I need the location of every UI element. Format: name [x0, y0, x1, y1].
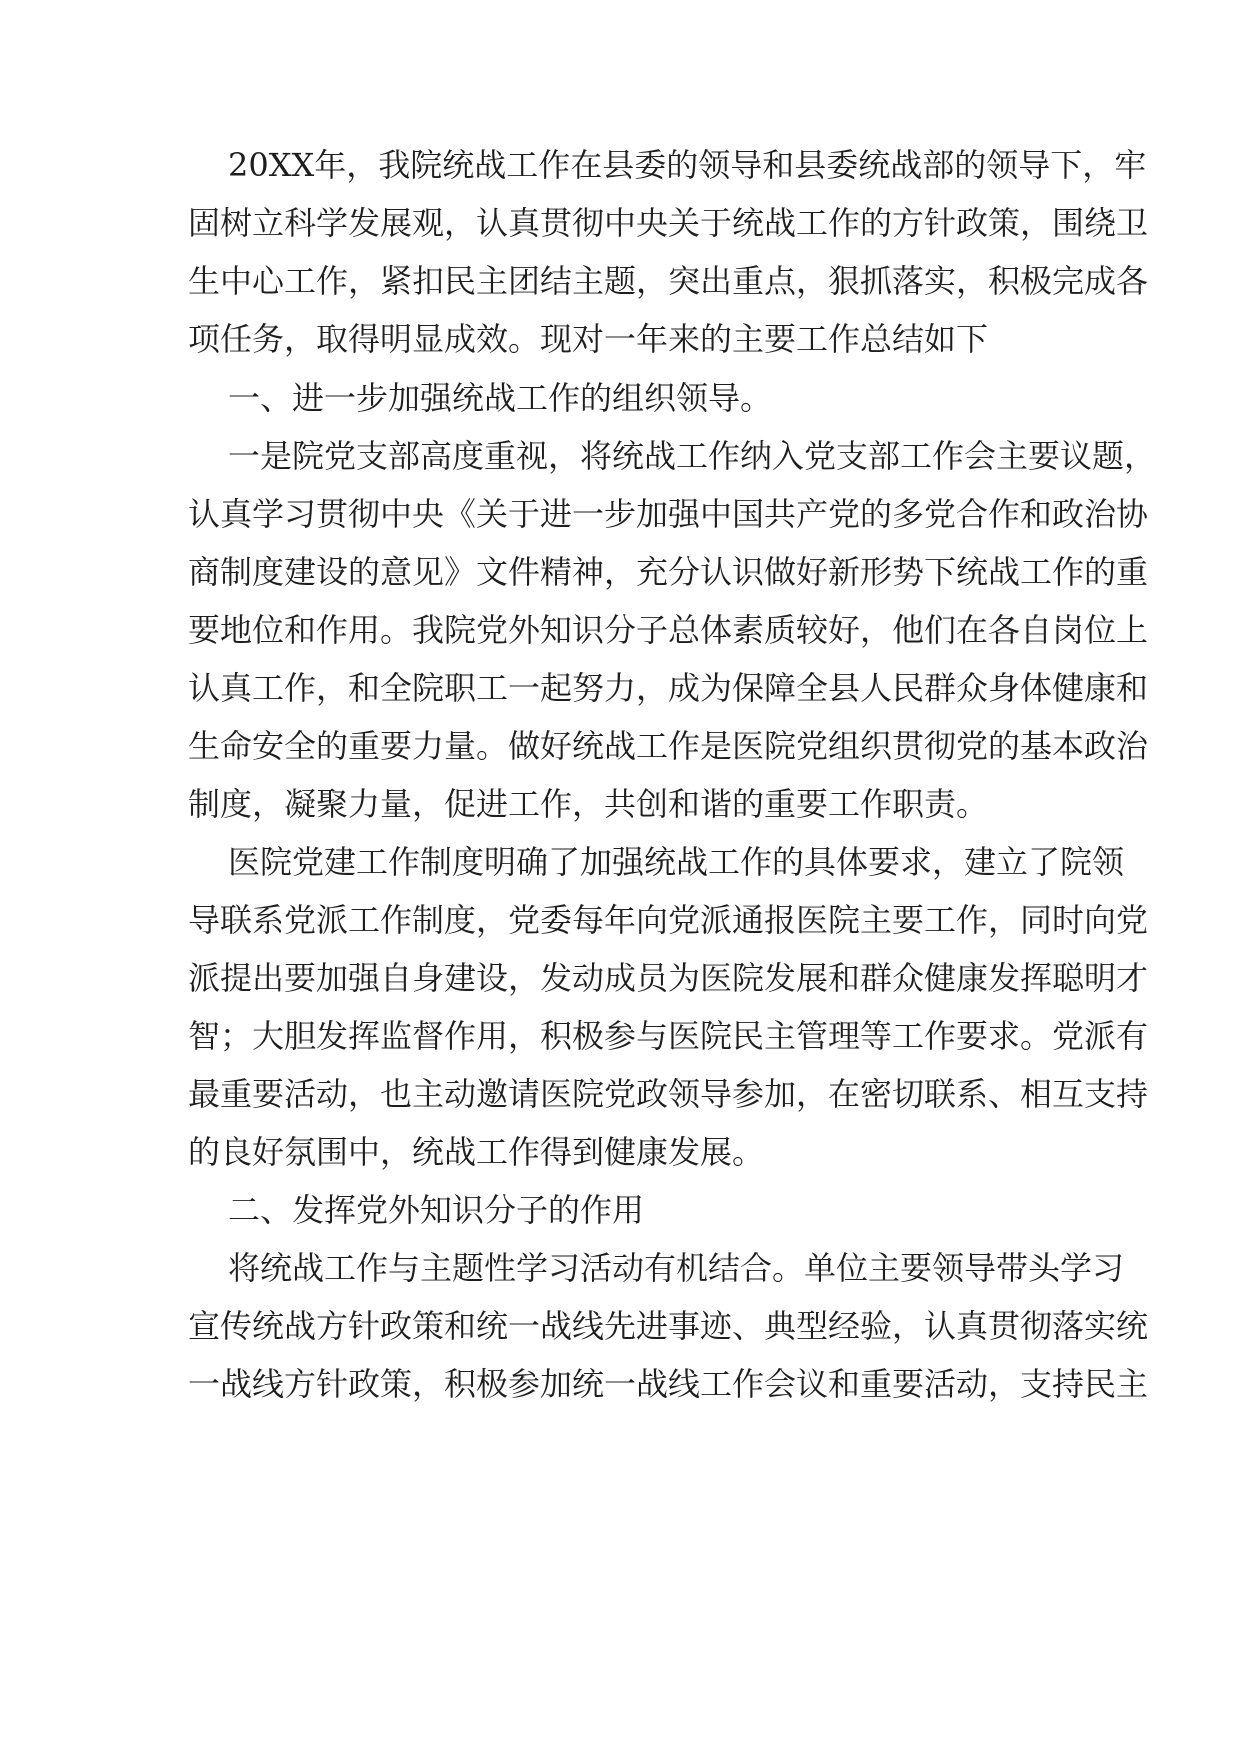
- paragraph-4-line-1: 将统战工作与主题性学习活动有机结合。单位主要领导带头学习: [228, 1249, 1125, 1287]
- paragraph-4-line-3: 一战线方针政策，积极参加统一战线工作会议和重要活动，支持民主: [188, 1365, 1149, 1403]
- paragraph-2-line-2: 认真学习贯彻中央《关于进一步加强中国共产党的多党合作和政治协: [188, 495, 1149, 533]
- paragraph-1-line-1: 20XX年，我院统战工作在县委的领导和县委统战部的领导下，牢: [228, 146, 1147, 184]
- section-heading-1: 一、进一步加强统战工作的组织领导。: [228, 379, 773, 417]
- paragraph-2-line-5: 认真工作，和全院职工一起努力，成为保障全县人民群众身体健康和: [188, 669, 1149, 707]
- paragraph-2-line-7: 制度，凝聚力量，促进工作，共创和谐的重要工作职责。: [188, 785, 989, 823]
- paragraph-3-line-3: 派提出要加强自身建设，发动成员为医院发展和群众健康发挥聪明才: [188, 959, 1149, 997]
- paragraph-3-line-6: 的良好氛围中，统战工作得到健康发展。: [188, 1133, 765, 1171]
- paragraph-3-line-2: 导联系党派工作制度，党委每年向党派通报医院主要工作，同时向党: [188, 901, 1149, 939]
- paragraph-2-line-3: 商制度建设的意见》文件精神，充分认识做好新形势下统战工作的重: [188, 553, 1149, 591]
- paragraph-4-line-2: 宣传统战方针政策和统一战线先进事迹、典型经验，认真贯彻落实统: [188, 1307, 1149, 1345]
- paragraph-1-line-4: 项任务，取得明显成效。现对一年来的主要工作总结如下: [188, 320, 989, 358]
- paragraph-2-line-1: 一是院党支部高度重视，将统战工作纳入党支部工作会主要议题，: [228, 437, 1157, 475]
- paragraph-3-line-5: 最重要活动，也主动邀请医院党政领导参加，在密切联系、相互支持: [188, 1075, 1149, 1113]
- paragraph-1-line-2: 固树立科学发展观，认真贯彻中央关于统战工作的方针政策，围绕卫: [188, 204, 1149, 242]
- paragraph-3-line-4: 智；大胆发挥监督作用，积极参与医院民主管理等工作要求。党派有: [188, 1017, 1149, 1055]
- paragraph-2-line-4: 要地位和作用。我院党外知识分子总体素质较好，他们在各自岗位上: [188, 611, 1149, 649]
- paragraph-3-line-1: 医院党建工作制度明确了加强统战工作的具体要求，建立了院领: [228, 843, 1125, 881]
- paragraph-2-line-6: 生命安全的重要力量。做好统战工作是医院党组织贯彻党的基本政治: [188, 727, 1149, 765]
- paragraph-1-line-3: 生中心工作，紧扣民主团结主题，突出重点，狠抓落实，积极完成各: [188, 262, 1149, 300]
- section-heading-2: 二、发挥党外知识分子的作用: [228, 1191, 645, 1229]
